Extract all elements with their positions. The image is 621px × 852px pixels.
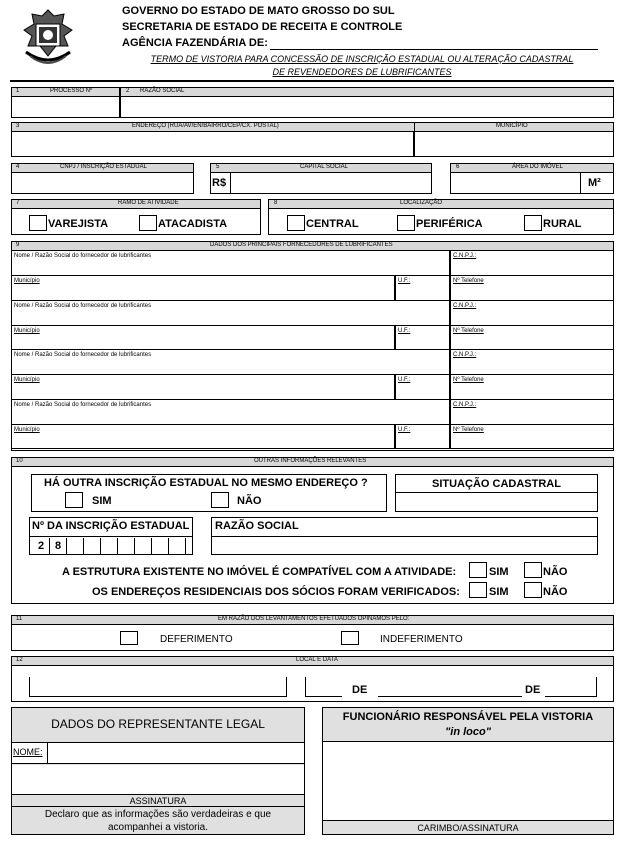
supplier-phone-label: Nº Telefone — [453, 328, 484, 334]
municipio-label: MUNICÍPIO — [496, 123, 528, 129]
periferica-label: PERIFÉRICA — [416, 218, 483, 230]
inscricao-digit-cell[interactable] — [169, 538, 186, 555]
supplier-name-label: Nome / Razão Social do fornecedor de lubrificantes — [14, 303, 152, 309]
supplier-uf-label: U.F.: — [398, 278, 411, 284]
outra-inscricao-nao-checkbox[interactable] — [211, 492, 229, 508]
carimbo-area[interactable] — [323, 741, 613, 821]
assinatura-label: ASSINATURA — [129, 796, 187, 806]
supplier-cnpj-label: C.N.P.J.: — [453, 402, 477, 408]
supplier-name-label: Nome / Razão Social do fornecedor de lubrificantes — [14, 352, 152, 358]
supplier-cnpj-label: C.N.P.J.: — [453, 352, 477, 358]
supplier-phone-label: Nº Telefone — [453, 377, 484, 383]
supplier-phone-label: Nº Telefone — [453, 427, 484, 433]
area-imovel-label: ÁREA DO IMÓVEL — [512, 164, 564, 170]
outra-inscricao-sim-checkbox[interactable] — [65, 492, 83, 508]
razao-social-label: RAZÃO SOCIAL — [140, 88, 185, 94]
inscricao-digit-cell[interactable] — [67, 538, 84, 555]
day-field[interactable] — [305, 677, 342, 697]
inscricao-digit-cell[interactable] — [84, 538, 101, 555]
enderecos-nao-label: NÃO — [543, 586, 568, 598]
capital-divider — [230, 173, 231, 194]
inscricao-divider — [29, 536, 193, 537]
de-label-2: DE — [525, 684, 541, 696]
outra-inscricao-sim-label: SIM — [92, 495, 112, 507]
inscricao-digit-cell[interactable]: 2 — [33, 538, 50, 555]
header-line1: GOVERNO DO ESTADO DE MATO GROSSO DO SUL — [122, 5, 395, 17]
inscricao-digit-cell[interactable] — [101, 538, 118, 555]
declaration-line1: Declaro que as informações são verdadeiras e que — [44, 809, 272, 820]
estrutura-sim-label: SIM — [489, 566, 509, 578]
supplier-municipio-label: Município — [14, 278, 40, 284]
processo-label: PROCESSO Nº — [50, 88, 93, 94]
fornecedores-label: DADOS DOS PRINCIPAIS FORNECEDORES DE LUBRIFICANTES — [210, 242, 393, 248]
enderecos-sim-label: SIM — [489, 586, 509, 598]
section-10-number: 10 — [16, 458, 23, 464]
inscricao-estadual-label: Nº DA INSCRIÇÃO ESTADUAL — [32, 520, 190, 532]
section-1-number: 1 — [16, 88, 20, 94]
representante-title: DADOS DO REPRESENTANTE LEGAL — [51, 717, 265, 731]
razao-social-other-label: RAZÃO SOCIAL — [215, 520, 299, 532]
section-2-number: 2 — [126, 88, 130, 94]
section-7-number: 7 — [16, 200, 20, 206]
supplier-municipio-field[interactable] — [11, 326, 395, 350]
rural-label: RURAL — [543, 218, 582, 230]
inscricao-digit-cell[interactable]: 8 — [50, 538, 67, 555]
nome-label: NOME: — [13, 747, 43, 757]
inscricao-digit-cell[interactable] — [118, 538, 135, 555]
currency-symbol: R$ — [212, 177, 227, 189]
header-line2: SECRETARIA DE ESTADO DE RECEITA E CONTROLE — [122, 21, 403, 33]
outras-info-label: OUTRAS INFORMAÇÕES RELEVANTES — [254, 458, 367, 464]
year-field[interactable] — [545, 677, 597, 697]
estrutura-question: A ESTRUTURA EXISTENTE NO IMÓVEL É COMPATÍVEL COM A ATIVIDADE: — [62, 566, 457, 578]
supplier-municipio-field[interactable] — [11, 276, 395, 301]
state-coat-of-arms-logo — [20, 6, 76, 72]
rural-checkbox[interactable] — [524, 215, 542, 231]
section-5-number: 5 — [216, 164, 220, 170]
section-12-number: 12 — [16, 657, 23, 663]
carimbo-label: CARIMBO/ASSINATURA — [417, 823, 519, 833]
supplier-municipio-label: Município — [14, 427, 40, 433]
section-9-number: 9 — [16, 242, 20, 248]
situacao-divider — [395, 492, 598, 493]
supplier-municipio-field[interactable] — [11, 425, 395, 449]
situacao-cadastral-label: SITUAÇÃO CADASTRAL — [432, 478, 561, 490]
capital-social-label: CAPITAL SOCIAL — [300, 164, 349, 170]
supplier-municipio-label: Município — [14, 377, 40, 383]
funcionario-title: FUNCIONÁRIO RESPONSÁVEL PELA VISTORIA — [342, 711, 594, 723]
signature-area[interactable] — [12, 765, 304, 795]
supplier-uf-label: U.F.: — [398, 328, 411, 334]
section-8-number: 8 — [274, 200, 278, 206]
atacadista-checkbox[interactable] — [139, 215, 157, 231]
section-4-number: 4 — [16, 164, 20, 170]
assinatura-divider — [12, 806, 304, 807]
supplier-cnpj-label: C.N.P.J.: — [453, 253, 477, 259]
local-field[interactable] — [29, 677, 287, 697]
periferica-checkbox[interactable] — [397, 215, 415, 231]
representante-nome-row[interactable] — [12, 742, 304, 764]
header-subtitle1: TERMO DE VISTORIA PARA CONCESSÃO DE INSCRIÇÃO ESTADUAL OU ALTERAÇÃO CADASTRAL — [150, 54, 574, 64]
localizacao-label: LOCALIZAÇÃO — [400, 200, 443, 206]
deferimento-checkbox[interactable] — [120, 631, 138, 645]
outra-inscricao-nao-label: NÃO — [237, 495, 262, 507]
estrutura-nao-label: NÃO — [543, 566, 568, 578]
estrutura-nao-checkbox[interactable] — [524, 562, 542, 578]
estrutura-sim-checkbox[interactable] — [469, 562, 487, 578]
supplier-municipio-field[interactable] — [11, 375, 395, 400]
atacadista-label: ATACADISTA — [158, 218, 228, 230]
deferimento-label: DEFERIMENTO — [160, 634, 233, 645]
indeferimento-label: INDEFERIMENTO — [380, 634, 463, 645]
header-subtitle2: DE REVENDEDORES DE LUBRIFICANTES — [272, 67, 452, 77]
enderecos-nao-checkbox[interactable] — [524, 582, 542, 598]
outra-inscricao-question: HÁ OUTRA INSCRIÇÃO ESTADUAL NO MESMO ENDEREÇO ? — [44, 477, 368, 489]
supplier-uf-label: U.F.: — [398, 377, 411, 383]
declaration-line2: acompanhei a vistoria. — [107, 822, 209, 833]
area-unit-divider — [580, 173, 581, 194]
varejista-checkbox[interactable] — [29, 215, 47, 231]
supplier-uf-label: U.F.: — [398, 427, 411, 433]
central-label: CENTRAL — [306, 218, 359, 230]
section-razao-header — [120, 87, 614, 97]
cnpj-label: CNPJ / INSCRIÇÃO ESTADUAL — [60, 164, 147, 170]
supplier-phone-label: Nº Telefone — [453, 278, 484, 284]
month-field[interactable] — [378, 696, 522, 697]
de-label-1: DE — [352, 684, 368, 696]
central-checkbox[interactable] — [287, 215, 305, 231]
endereco-label: ENDEREÇO (RUA/AV/EN/BAIRRO/CEP/CX. POSTAL) — [132, 123, 279, 129]
section-11-number: 11 — [16, 616, 23, 622]
supplier-name-label: Nome / Razão Social do fornecedor de lubrificantes — [14, 253, 152, 259]
header-divider — [10, 80, 614, 82]
agencia-underline — [270, 49, 598, 50]
razao-divider — [211, 536, 598, 537]
inscricao-digit-cell[interactable] — [152, 538, 169, 555]
varejista-label: VAREJISTA — [48, 218, 109, 230]
area-unit: M² — [588, 177, 601, 189]
section-3-number: 3 — [16, 123, 20, 129]
nome-divider — [47, 742, 48, 764]
ramo-label: RAMO DE ATIVIDADE — [118, 200, 179, 206]
indeferimento-checkbox[interactable] — [341, 631, 359, 645]
local-data-label: LOCAL E DATA — [296, 657, 338, 663]
funcionario-subtitle: "in loco" — [445, 726, 491, 738]
enderecos-sim-checkbox[interactable] — [469, 582, 487, 598]
header-line3: AGÊNCIA FAZENDÁRIA DE: — [122, 37, 268, 49]
supplier-municipio-label: Município — [14, 328, 40, 334]
inscricao-digit-cell[interactable] — [135, 538, 152, 555]
section-6-number: 6 — [456, 164, 460, 170]
enderecos-question: OS ENDEREÇOS RESIDENCIAIS DOS SÓCIOS FORAM VERIFICADOS: — [92, 586, 460, 598]
parecer-label: EM RAZÃO DOS LEVANTAMENTOS EFETUADOS OPINAMOS PELO: — [218, 616, 410, 622]
supplier-name-label: Nome / Razão Social do fornecedor de lubrificantes — [14, 402, 152, 408]
supplier-cnpj-label: C.N.P.J.: — [453, 303, 477, 309]
